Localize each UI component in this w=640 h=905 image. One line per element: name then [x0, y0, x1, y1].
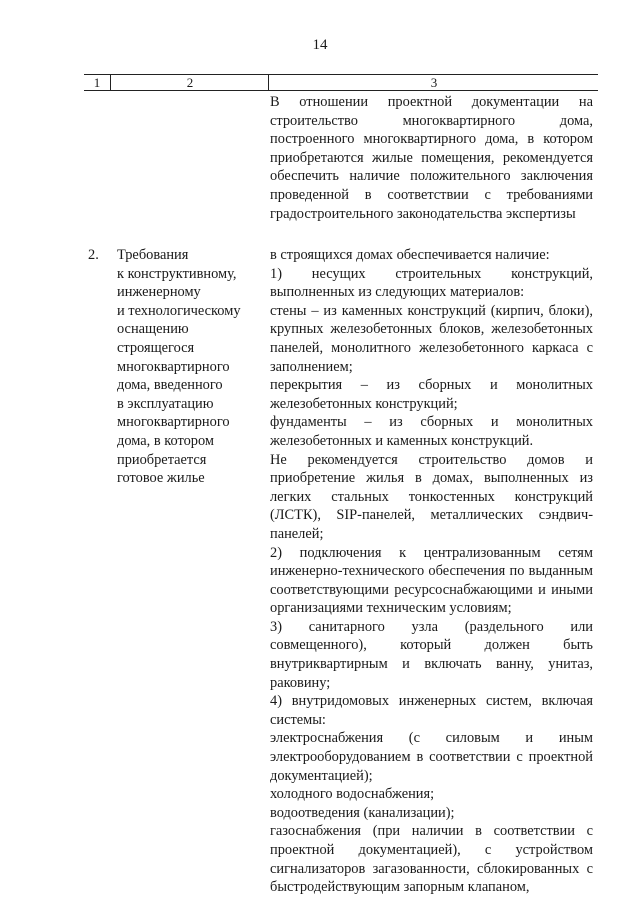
requirement-title-line: в эксплуатацию — [117, 395, 214, 412]
requirement-title-line: приобретается — [117, 451, 207, 468]
body-paragraph: газоснабжения (при наличии в соответствии с проектной документацией), с устройством сигнализаторов загазованности, сблокированных с быстродействующим запорным клапаном, — [270, 823, 593, 896]
requirement-title-line: дома, введенного — [117, 377, 223, 394]
requirement-title-line: инженерному — [117, 284, 201, 301]
body-paragraph: фундаменты – из сборных и монолитных железобетонных и каменных конструкций. — [270, 414, 593, 449]
requirement-title-line: многоквартирного — [117, 414, 230, 431]
body-paragraph: перекрытия – из сборных и монолитных железобетонных конструкций; — [270, 377, 593, 412]
requirement-title-line: строящегося — [117, 339, 195, 356]
requirement-title-line: многоквартирного — [117, 358, 230, 375]
requirement-title-line: Требования — [117, 247, 189, 263]
continuation-paragraph: В отношении проектной документации на строительство многоквартирного дома, построенного многоквартирного дома, в котором приобретаются жилые помещения, рекомендуется обеспечить наличие положительного заключения проведенной в соответствии с требованиями градостроительного законодательства экспертизы — [270, 94, 593, 222]
body-paragraph: холодного водоснабжения; — [270, 786, 435, 803]
continuation-text — [270, 93, 593, 223]
table-header-col2: 2 — [110, 75, 269, 90]
body-paragraph: стены – из каменных конструкций (кирпич, блоки), крупных железобетонных блоков, железобетонных панелей, монолитного железобетонного каркаса с заполнением; — [270, 302, 593, 375]
table-header — [84, 74, 598, 91]
body-paragraph: Не рекомендуется строительство домов и приобретение жилья в домах, выполненных из легких стальных тонкостенных конструкций (ЛСТК), SIP-панелей, металлических сэндвич-панелей; — [270, 451, 593, 542]
requirement-body — [270, 246, 593, 897]
requirement-title-line: дома, в котором — [117, 432, 215, 449]
requirement-title-line: готовое жилье — [117, 470, 205, 487]
page-number: 14 — [312, 37, 328, 53]
body-paragraph: 4) внутридомовых инженерных систем, включая системы: — [270, 693, 593, 728]
requirement-title — [117, 246, 277, 488]
row-number: 2. — [88, 247, 99, 263]
body-paragraph: 3) санитарного узла (раздельного или совмещенного), который должен быть внутриквартирным и включать ванну, унитаз, раковину; — [270, 618, 593, 691]
body-paragraph: электроснабжения (с силовым и иным электрооборудованием в соответствии с проектной документацией); — [270, 730, 593, 784]
table-header-col1: 1 — [93, 75, 101, 90]
body-paragraph: 1) несущих строительных конструкций, выполненных из следующих материалов: — [270, 265, 593, 301]
body-paragraph: в строящихся домах обеспечивается наличие: — [270, 247, 550, 263]
table-header-col3: 3 — [268, 75, 599, 90]
requirement-title-line: оснащению — [117, 321, 189, 338]
body-paragraph: 2) подключения к централизованным сетям инженерно-технического обеспечения по выданным соответствующими ресурсоснабжающими и иными организациями техническим условиям; — [270, 544, 593, 617]
requirement-title-line: и технологическому — [117, 302, 241, 319]
body-paragraph: водоотведения (канализации); — [270, 804, 455, 821]
requirement-title-line: к конструктивному, — [117, 265, 237, 282]
